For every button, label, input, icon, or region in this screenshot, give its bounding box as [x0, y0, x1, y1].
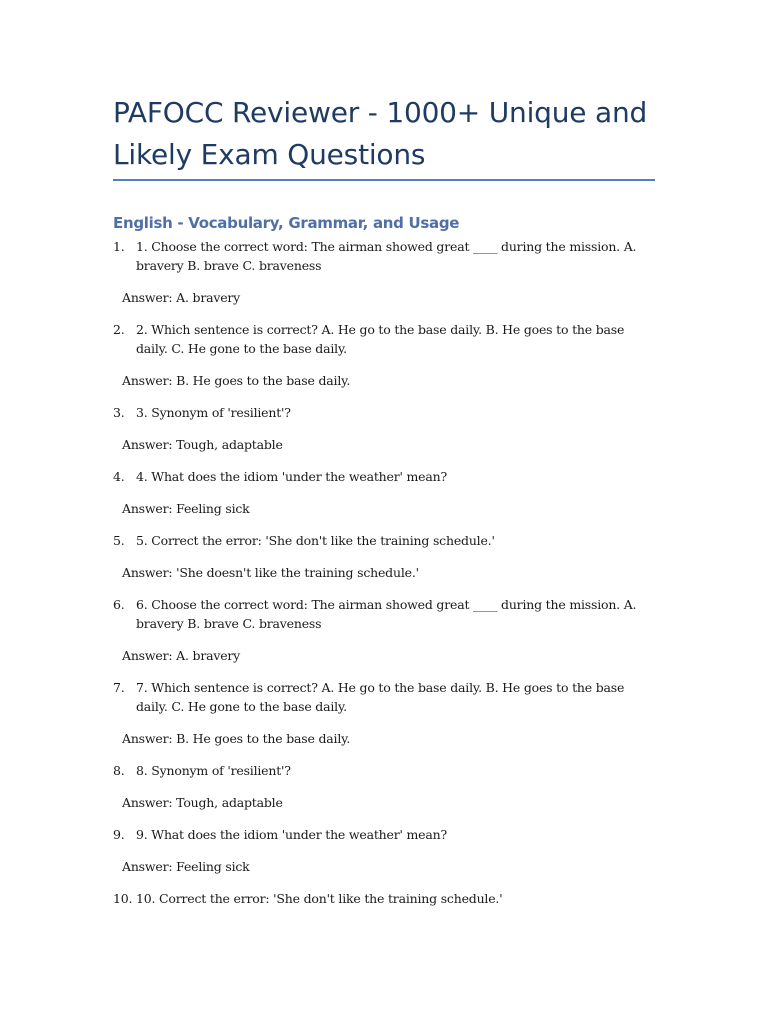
- question-text: 9. What does the idiom 'under the weather' mean?: [136, 827, 447, 842]
- title-underline: [113, 179, 655, 181]
- question-line: [113, 825, 653, 844]
- question-item: [113, 761, 653, 812]
- question-line: [113, 889, 653, 908]
- question-text: 2. Which sentence is correct? A. He go to the base daily. B. He goes to the base daily. C. He gone to the base daily.: [136, 322, 625, 356]
- question-number: 8.: [113, 763, 125, 778]
- question-item: [113, 889, 653, 908]
- question-item: [113, 678, 653, 748]
- question-line: [113, 678, 653, 716]
- question-number: 4.: [113, 469, 125, 484]
- question-number: 1.: [113, 239, 125, 254]
- question-text: 7. Which sentence is correct? A. He go to the base daily. B. He goes to the base daily. C. He gone to the base daily.: [136, 680, 625, 714]
- answer-text: Answer: B. He goes to the base daily.: [122, 373, 351, 388]
- question-item: [113, 237, 653, 307]
- answer-text: Answer: B. He goes to the base daily.: [122, 731, 351, 746]
- question-number: 5.: [113, 533, 125, 548]
- question-line: [113, 467, 653, 486]
- answer-text: Answer: 'She doesn't like the training schedule.': [122, 565, 419, 580]
- question-text: 5. Correct the error: 'She don't like the training schedule.': [136, 533, 495, 548]
- question-text: 6. Choose the correct word: The airman showed great ____ during the mission. A. bravery B. brave C. braveness: [136, 597, 637, 631]
- document-title: PAFOCC Reviewer - 1000+ Unique and Likely Exam Questions: [113, 96, 648, 171]
- question-line: [113, 403, 653, 422]
- question-number: 10.: [113, 891, 133, 906]
- question-line: [113, 761, 653, 780]
- question-list: [113, 237, 653, 908]
- section-heading: English - Vocabulary, Grammar, and Usage: [113, 214, 460, 232]
- question-number: 9.: [113, 827, 125, 842]
- question-item: [113, 825, 653, 876]
- question-number: 2.: [113, 322, 125, 337]
- question-item: [113, 531, 653, 582]
- question-text: 4. What does the idiom 'under the weather' mean?: [136, 469, 447, 484]
- answer-text: Answer: Tough, adaptable: [122, 795, 283, 810]
- question-number: 6.: [113, 597, 125, 612]
- question-text: 3. Synonym of 'resilient'?: [136, 405, 291, 420]
- answer-text: Answer: Tough, adaptable: [122, 437, 283, 452]
- question-line: [113, 237, 653, 275]
- question-item: [113, 595, 653, 665]
- question-item: [113, 403, 653, 454]
- question-number: 7.: [113, 680, 125, 695]
- question-text: 10. Correct the error: 'She don't like the training schedule.': [136, 891, 503, 906]
- question-text: 1. Choose the correct word: The airman showed great ____ during the mission. A. bravery B. brave C. braveness: [136, 239, 637, 273]
- answer-text: Answer: Feeling sick: [122, 859, 250, 874]
- question-number: 3.: [113, 405, 125, 420]
- question-text: 8. Synonym of 'resilient'?: [136, 763, 291, 778]
- question-line: [113, 531, 653, 550]
- answer-text: Answer: Feeling sick: [122, 501, 250, 516]
- question-line: [113, 595, 653, 633]
- question-item: [113, 320, 653, 390]
- answer-text: Answer: A. bravery: [122, 648, 241, 663]
- question-line: [113, 320, 653, 358]
- answer-text: Answer: A. bravery: [122, 290, 241, 305]
- question-item: [113, 467, 653, 518]
